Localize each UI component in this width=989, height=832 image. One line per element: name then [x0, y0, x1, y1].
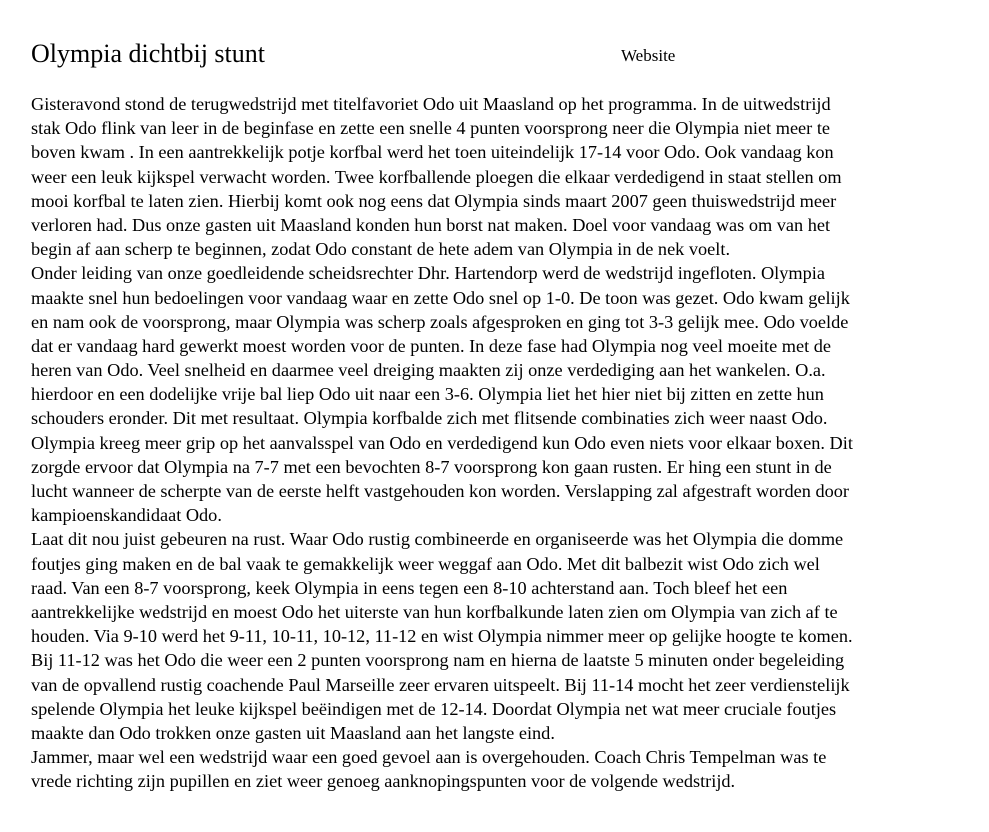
body-line: Olympia kreeg meer grip op het aanvalsspel van Odo en verdedigend kun Odo even niets voor elkaar boxen. Dit — [31, 432, 853, 453]
body-line: kampioenskandidaat Odo. — [31, 505, 222, 526]
body-line: raad. Van een 8-7 voorsprong, keek Olympia in eens tegen een 8-10 achterstand aan. Toch bleef het een — [31, 577, 788, 598]
body-line: lucht wanneer de scherpte van de eerste helft vastgehouden kon worden. Verslapping zal afgestraft worden door — [31, 481, 849, 501]
body-line: verloren had. Dus onze gasten uit Maasland konden hun borst nat maken. Doel voor vandaag was om van het — [31, 214, 831, 235]
body-line: foutjes ging maken en de bal vaak te gemakkelijk weer weggaf aan Odo. Met dit balbezit wist Odo zich wel — [31, 553, 820, 574]
source-label: Website — [621, 46, 676, 65]
body-line: Jammer, maar wel een wedstrijd waar een goed gevoel aan is overgehouden. Coach Chris Tempelman was te — [31, 747, 827, 768]
body-line: schouders eronder. Dit met resultaat. Olympia korfbalde zich met flitsende combinaties zich weer naast Odo. — [31, 408, 828, 429]
body-line: dat er vandaag hard gewerkt moest worden voor de punten. In deze fase had Olympia nog veel moeite met de — [31, 335, 832, 356]
body-line: weer een leuk kijkspel verwacht worden. Twee korfballende ploegen die elkaar verdedigend in staat stellen om — [31, 166, 842, 187]
body-line: begin af aan scherp te beginnen, zodat Odo constant de hete adem van Olympia in de nek voelt. — [31, 239, 731, 260]
body-line: Laat dit nou juist gebeuren na rust. Waar Odo rustig combineerde en organiseerde was het Olympia die domme — [31, 529, 844, 550]
body-line: hierdoor en een dodelijke vrije bal liep Odo uit naar een 3-6. Olympia liet het hier niet bij zitten en zette hun — [31, 384, 824, 405]
body-line: mooi korfbal te laten zien. Hierbij komt ook nog eens dat Olympia sinds maart 2007 geen thuiswedstrijd meer — [31, 190, 837, 211]
body-line: houden. Via 9-10 werd het 9-11, 10-11, 10-12, 11-12 en wist Olympia nimmer meer op gelijke hoogte te komen. — [31, 626, 853, 647]
body-line: spelende Olympia het leuke kijkspel beëindigen met de 12-14. Doordat Olympia net wat meer cruciale foutjes — [31, 698, 837, 719]
body-line: vrede richting zijn pupillen en ziet weer genoeg aanknopingspunten voor de volgende wedstrijd. — [31, 771, 736, 792]
body-line: Bij 11-12 was het Odo die weer een 2 punten voorsprong nam en hierna de laatste 5 minuten onder begeleiding — [31, 650, 845, 671]
article-body — [31, 92, 981, 793]
body-line: van de opvallend rustig coachende Paul Marseille zeer ervaren uitspeelt. Bij 11-14 mocht het zeer verdienstelijk — [31, 674, 850, 695]
body-line: maakte snel hun bedoelingen voor vandaag waar en zette Odo snel op 1-0. De toon was gezet. Odo kwam gelijk — [31, 287, 850, 308]
article-title: Olympia dichtbij stunt — [31, 39, 265, 68]
body-line: Onder leiding van onze goedleidende scheidsrechter Dhr. Hartendorp werd de wedstrijd ingefloten. Olympia — [31, 263, 825, 284]
body-line: boven kwam . In een aantrekkelijk potje korfbal werd het toen uiteindelijk 17-14 voor Odo. Ook vandaag kon — [31, 142, 834, 163]
body-line: zorgde ervoor dat Olympia na 7-7 met een bevochten 8-7 voorsprong kon gaan rusten. Er hing een stunt in de — [31, 456, 832, 477]
body-line: heren van Odo. Veel snelheid en daarmee veel dreiging maakten zij onze verdediging aan het wankelen. O.a. — [31, 360, 826, 381]
body-line: en nam ook de voorsprong, maar Olympia was scherp zoals afgesproken en ging tot 3-3 gelijk mee. Odo voelde — [31, 311, 849, 332]
body-line: Gisteravond stond de terugwedstrijd met titelfavoriet Odo uit Maasland op het programma. In de uitwedstrijd — [31, 94, 831, 114]
body-line: maakte dan Odo trokken onze gasten uit Maasland aan het langste eind. — [31, 722, 555, 743]
body-line: aantrekkelijke wedstrijd en moest Odo het uiterste van hun korfbalkunde laten zien om Olympia van zich af te — [31, 601, 838, 622]
body-line: stak Odo flink van leer in de beginfase en zette een snelle 4 punten voorsprong neer die Olympia niet meer te — [31, 118, 831, 139]
